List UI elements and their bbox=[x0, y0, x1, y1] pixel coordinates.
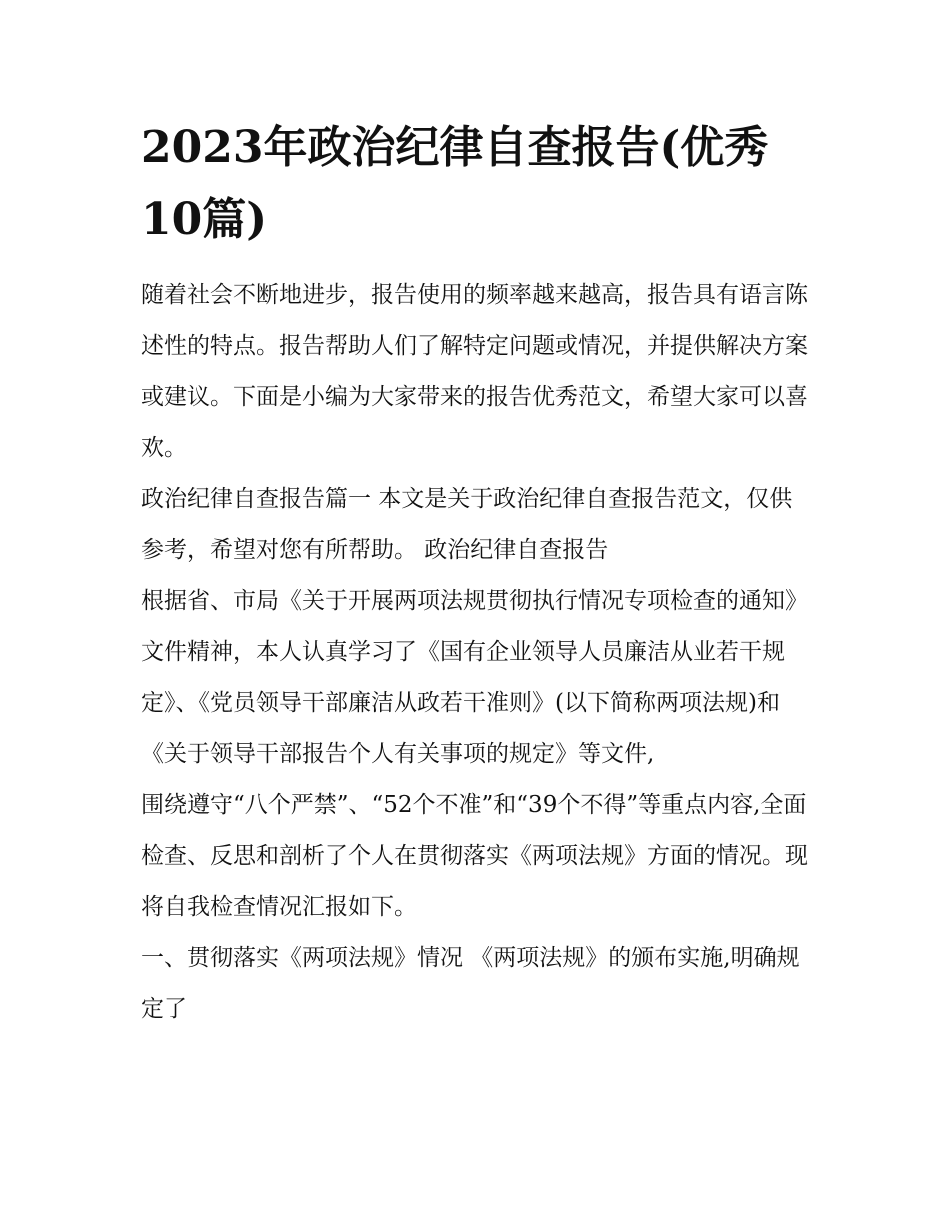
review-scope-paragraph: 围绕遵守“八个严禁”、“52个不准”和“39个不得”等重点内容,全面检查、反思和剖析了个人在贯彻落实《两项法规》方面的情况。现将自我检查情况汇报如下。 bbox=[141, 792, 808, 920]
intro-paragraph: 随着社会不断地进步，报告使用的频率越来越高，报告具有语言陈述性的特点。报告帮助人们了解特定问题或情况，并提供解决方案或建议。下面是小编为大家带来的报告优秀范文，希望大家可以喜欢。 bbox=[141, 282, 808, 461]
basis-paragraph: 根据省、市局《关于开展两项法规贯彻执行情况专项检查的通知》文件精神，本人认真学习了《国有企业领导人员廉洁从业若干规定》、《党员领导干部廉洁从政若干准则》(以下简称两项法规)和《关于领导干部报告个人有关事项的规定》等文件, bbox=[141, 588, 808, 767]
section-heading-paragraph: 一、贯彻落实《两项法规》情况 《两项法规》的颁布实施,明确规定了 bbox=[141, 945, 800, 1022]
section-one-intro-paragraph: 政治纪律自查报告篇一 本文是关于政治纪律自查报告范文，仅供参考，希望对您有所帮助。 政治纪律自查报告 bbox=[141, 486, 793, 563]
document-title: 2023年政治纪律自查报告(优秀10篇) bbox=[141, 122, 769, 245]
document-body bbox=[141, 112, 813, 1035]
